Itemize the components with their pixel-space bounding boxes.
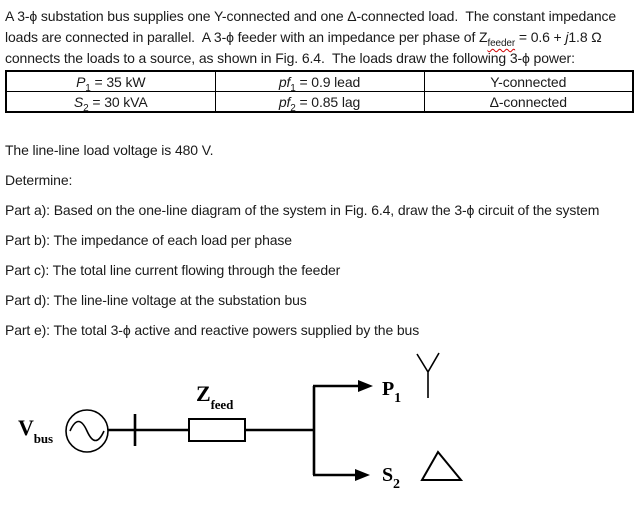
intro-line-2-pre: loads are connected in parallel. A 3-ϕ feeder with an impedance per phase of Z (5, 29, 488, 45)
vbus-symbol: V (18, 415, 34, 440)
pf1-value: = 0.9 lead (295, 73, 361, 90)
part-e-line: Part e): The total 3-ϕ active and reactive powers supplied by the bus (5, 322, 420, 338)
s2-symbol: S (73, 93, 84, 110)
zfeed-label (196, 381, 234, 412)
table-row-load1 (6, 71, 633, 92)
cell-s2 (6, 92, 215, 113)
zfeeder-subscript: feeder (487, 37, 516, 49)
part-c-line: Part c): The total line current flowing through the feeder (5, 262, 341, 278)
p1-load-label (382, 378, 401, 406)
intro-line-2 (5, 27, 634, 48)
p1-symbol: P (76, 73, 86, 90)
part-b-line: Part b): The impedance of each load per phase (5, 232, 292, 248)
intro-line-2-mid: = 0.6 + (515, 29, 566, 45)
zfeed-symbol: Z (196, 381, 211, 406)
vbus-subscript: bus (33, 431, 53, 446)
cell-pf2 (215, 92, 424, 113)
p1-load-subscript: 1 (394, 391, 401, 406)
pf2-symbol: pf (278, 93, 291, 110)
wye-connection-icon (417, 353, 439, 398)
s2-load-label (382, 464, 400, 492)
intro-line-1: A 3-ϕ substation bus supplies one Y-connected and one Δ-connected load. The constant impedance (5, 8, 617, 24)
voltage-statement: The line-line load voltage is 480 V. (5, 142, 214, 158)
delta-connection-icon (422, 452, 461, 480)
loads-table (5, 70, 634, 113)
feeder-impedance-box (189, 419, 245, 441)
cell-connection-1: Y-connected (424, 71, 633, 92)
s2-load-subscript: 2 (393, 477, 400, 492)
intro-paragraph (5, 6, 634, 69)
cell-pf1 (215, 71, 424, 92)
s2-value: = 30 kVA (88, 93, 148, 110)
arrowhead-load1-icon (358, 380, 373, 392)
arrowhead-load2-icon (355, 469, 370, 481)
table-row-load2 (6, 92, 633, 113)
zfeed-subscript: feed (210, 397, 234, 412)
p1-load-symbol: P (382, 378, 395, 400)
intro-line-2-j: j (565, 29, 569, 45)
pf1-symbol: pf (278, 73, 291, 90)
determine-label: Determine: (5, 172, 73, 188)
cell-connection-2: Δ-connected (424, 92, 633, 113)
part-d-line: Part d): The line-line voltage at the substation bus (5, 292, 307, 308)
cell-p1 (6, 71, 215, 92)
circuit-svg (5, 341, 639, 506)
sine-wave-icon (70, 422, 104, 441)
intro-line-2-end: 1.8 Ω (568, 29, 602, 45)
one-line-diagram (5, 341, 639, 506)
pf1-subscript: 1 (290, 82, 296, 94)
part-a-line: Part a): Based on the one-line diagram of the system in Fig. 6.4, draw the 3-ϕ circuit of the system (5, 202, 600, 218)
s2-load-symbol: S (382, 464, 394, 486)
s2-subscript: 2 (83, 102, 89, 114)
pf2-value: = 0.85 lag (295, 93, 361, 110)
p1-subscript: 1 (85, 82, 91, 94)
p1-value: = 35 kW (90, 73, 146, 90)
intro-line-3: connects the loads to a source, as shown in Fig. 6.4. The loads draw the following 3-ϕ power: (5, 50, 575, 66)
pf2-subscript: 2 (290, 102, 296, 114)
vbus-label (18, 415, 53, 446)
